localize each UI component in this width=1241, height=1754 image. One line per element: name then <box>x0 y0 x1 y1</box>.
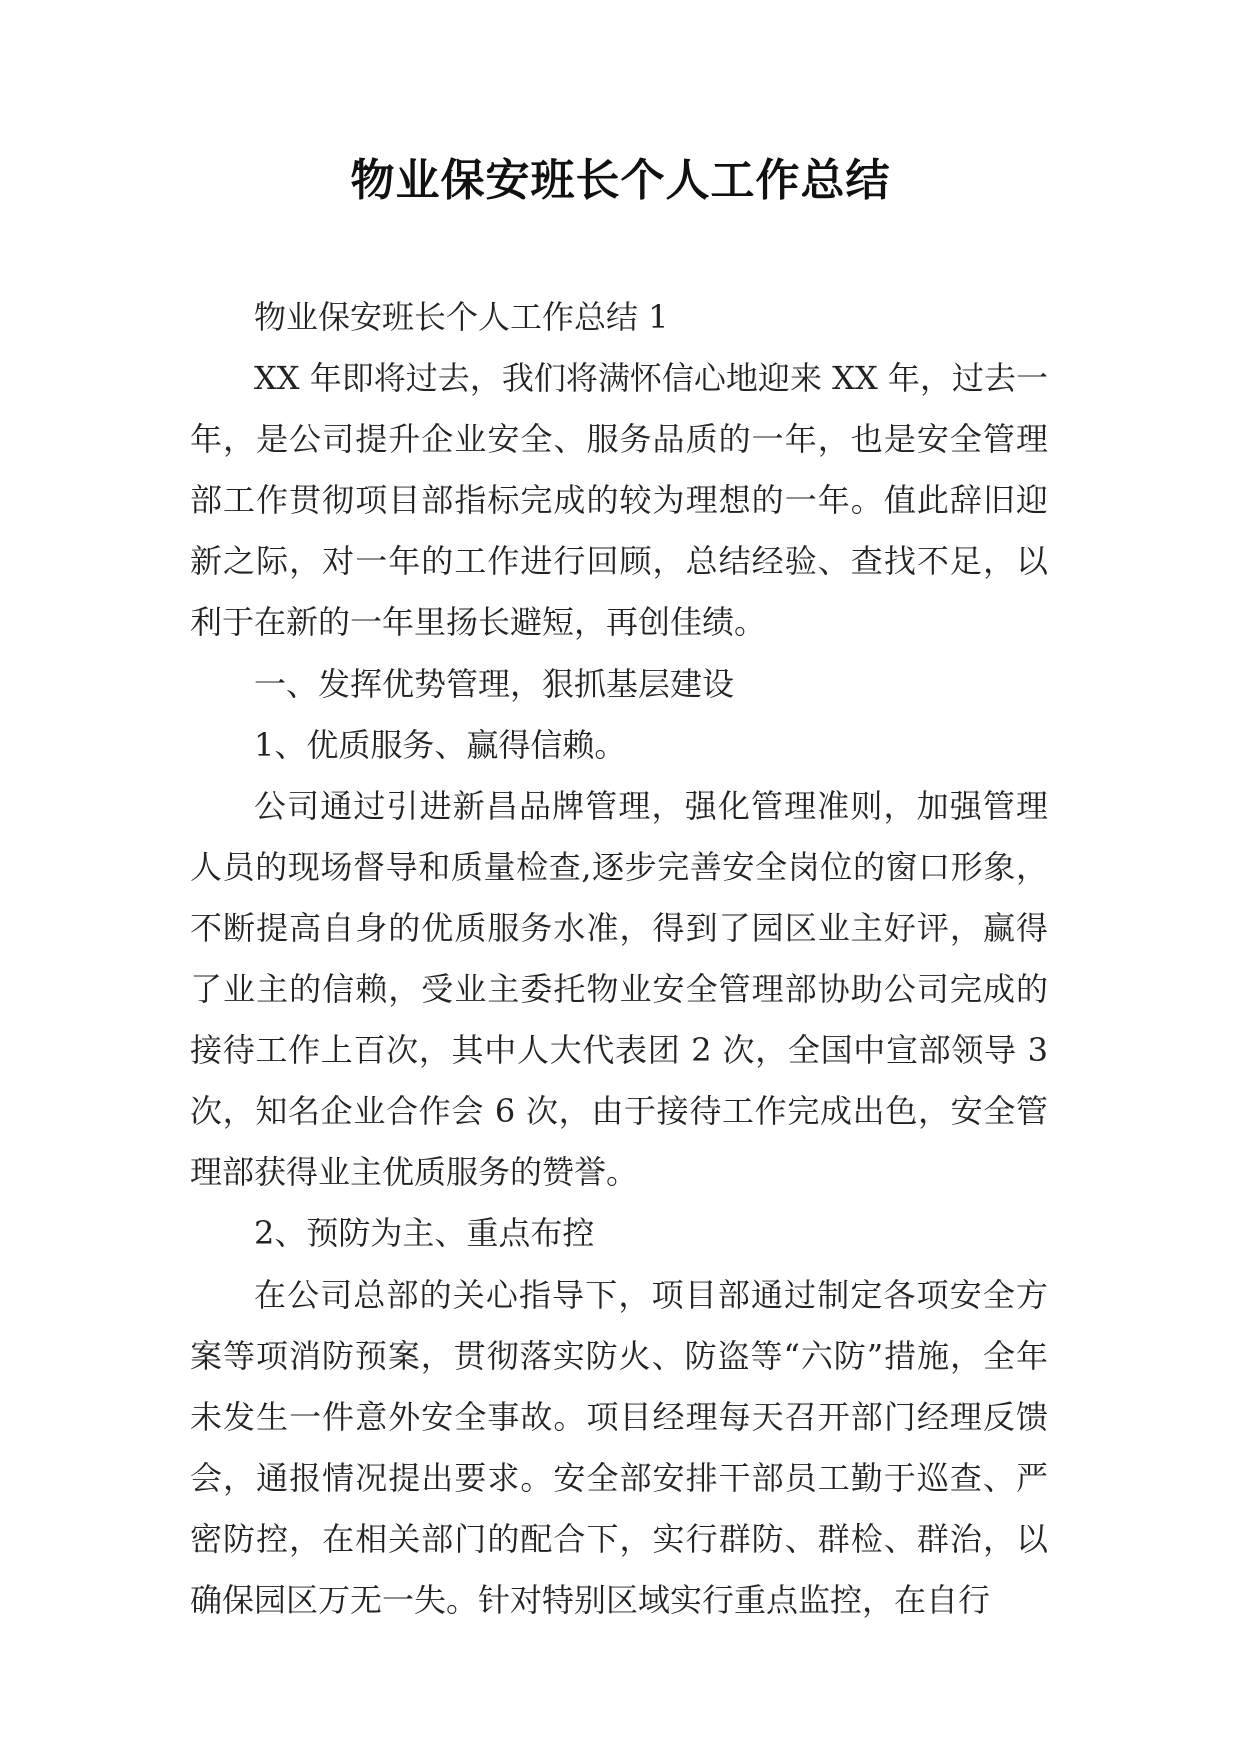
body-paragraph: 公司通过引进新昌品牌管理，强化管理准则，加强管理人员的现场督导和质量检查,逐步完善安全岗位的窗口形象，不断提高自身的优质服务水准，得到了园区业主好评，赢得了业主的信赖，受业主委托物业安全管理部协助公司完成的接待工作上百次，其中人大代表团 2 次，全国中宣部领导 3 次，知名企业合作会 6 次，由于接待工作完成出色，安全管理部获得业主优质服务的赞誉。 <box>190 786 1048 1192</box>
body-paragraph: XX 年即将过去，我们将满怀信心地迎来 XX 年，过去一年，是公司提升企业安全、服务品质的一年，也是安全管理部工作贯彻项目部指标完成的较为理想的一年。值此辞旧迎新之际，对一年的工作进行回顾，总结经验、查找不足，以利于在新的一年里扬长避短，再创佳绩。 <box>190 359 1048 642</box>
document-body <box>190 287 1048 1631</box>
subsection-heading: 2、预防为主、重点布控 <box>254 1214 595 1253</box>
section-heading: 一、发挥优势管理，狠抓基层建设 <box>254 664 735 703</box>
document-title: 物业保安班长个人工作总结 <box>350 155 891 206</box>
body-paragraph: 在公司总部的关心指导下，项目部通过制定各项安全方案等项消防预案，贯彻落实防火、防盗等“六防”措施，全年未发生一件意外安全事故。项目经理每天召开部门经理反馈会，通报情况提出要求。安全部安排干部员工勤于巡查、严密防控，在相关部门的配合下，实行群防、群检、群治，以确保园区万无一失。针对特别区域实行重点监控，在自行 <box>190 1275 1048 1619</box>
subsection-heading: 1、优质服务、赢得信赖。 <box>254 725 627 764</box>
section-heading: 物业保安班长个人工作总结 1 <box>254 298 669 336</box>
